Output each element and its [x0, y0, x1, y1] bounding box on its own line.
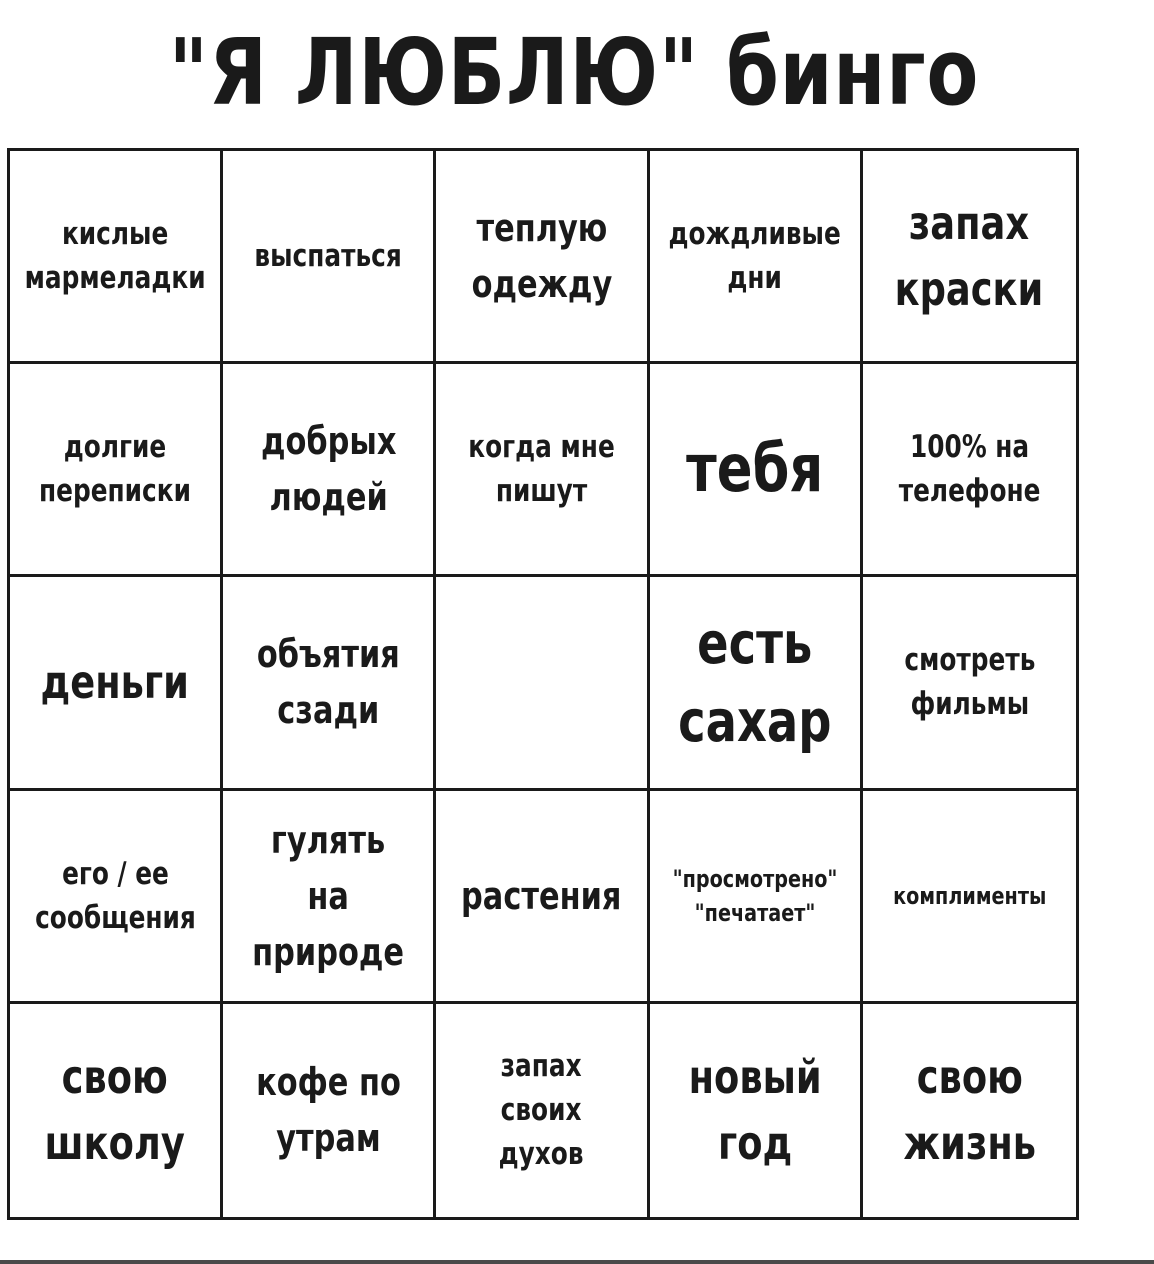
cell-text: свою жизнь: [903, 1050, 1036, 1171]
cell-text: теплую одежду: [471, 206, 612, 307]
bingo-cell: [650, 577, 863, 790]
cell-text: комплименты: [892, 881, 1046, 910]
bingo-cell: [650, 364, 863, 577]
bingo-cell: [650, 1004, 863, 1217]
cell-text: когда мне пишут: [468, 429, 615, 510]
cell-text: свою школу: [44, 1050, 186, 1171]
bingo-cell: [10, 1004, 223, 1217]
bingo-cell: [650, 151, 863, 364]
cell-text: гулять на природе: [252, 817, 405, 974]
bingo-cell: [863, 364, 1076, 577]
bingo-cell-free: [436, 577, 649, 790]
bingo-cell: [863, 151, 1076, 364]
bingo-cell: [436, 791, 649, 1004]
bingo-cell: [223, 364, 436, 577]
cell-text: кислые мармеладки: [24, 216, 206, 297]
cell-text: растения: [461, 873, 622, 918]
bingo-cell: [10, 791, 223, 1004]
bingo-cell: [436, 364, 649, 577]
cell-text: запах своих духов: [499, 1048, 584, 1173]
bingo-grid: [7, 148, 1079, 1220]
bingo-cell: [223, 577, 436, 790]
cell-text: деньги: [40, 655, 190, 710]
cell-text: долгие переписки: [39, 429, 192, 510]
cell-text: есть сахар: [678, 609, 832, 756]
cell-text: тебя: [686, 430, 824, 508]
cell-text: его / ее сообщения: [34, 855, 196, 936]
bingo-cell: [223, 151, 436, 364]
cell-text: смотреть фильмы: [903, 642, 1035, 723]
cell-text: выспаться: [254, 238, 402, 275]
bingo-cell: [436, 151, 649, 364]
bottom-divider: [0, 1260, 1154, 1264]
bingo-cell: [863, 791, 1076, 1004]
bingo-cell: [10, 364, 223, 577]
bingo-cell: [436, 1004, 649, 1217]
cell-text: новый год: [688, 1050, 822, 1171]
cell-text: объятия сзади: [256, 632, 400, 733]
bingo-cell: [650, 791, 863, 1004]
bingo-cell: [223, 1004, 436, 1217]
cell-text: 100% на телефоне: [898, 429, 1041, 510]
cell-text: запах краски: [895, 196, 1044, 317]
bingo-cell: [863, 1004, 1076, 1217]
cell-text: кофе по утрам: [255, 1060, 401, 1161]
bingo-cell: [10, 151, 223, 364]
cell-text: добрых людей: [260, 419, 397, 520]
bingo-title: "Я ЛЮБЛЮ" бинго: [168, 19, 980, 126]
bingo-cell: [863, 577, 1076, 790]
bingo-cell: [223, 791, 436, 1004]
bingo-cell: [10, 577, 223, 790]
cell-text: дождливые дни: [668, 216, 841, 297]
cell-text: "просмотрено" "печатает": [672, 864, 838, 927]
